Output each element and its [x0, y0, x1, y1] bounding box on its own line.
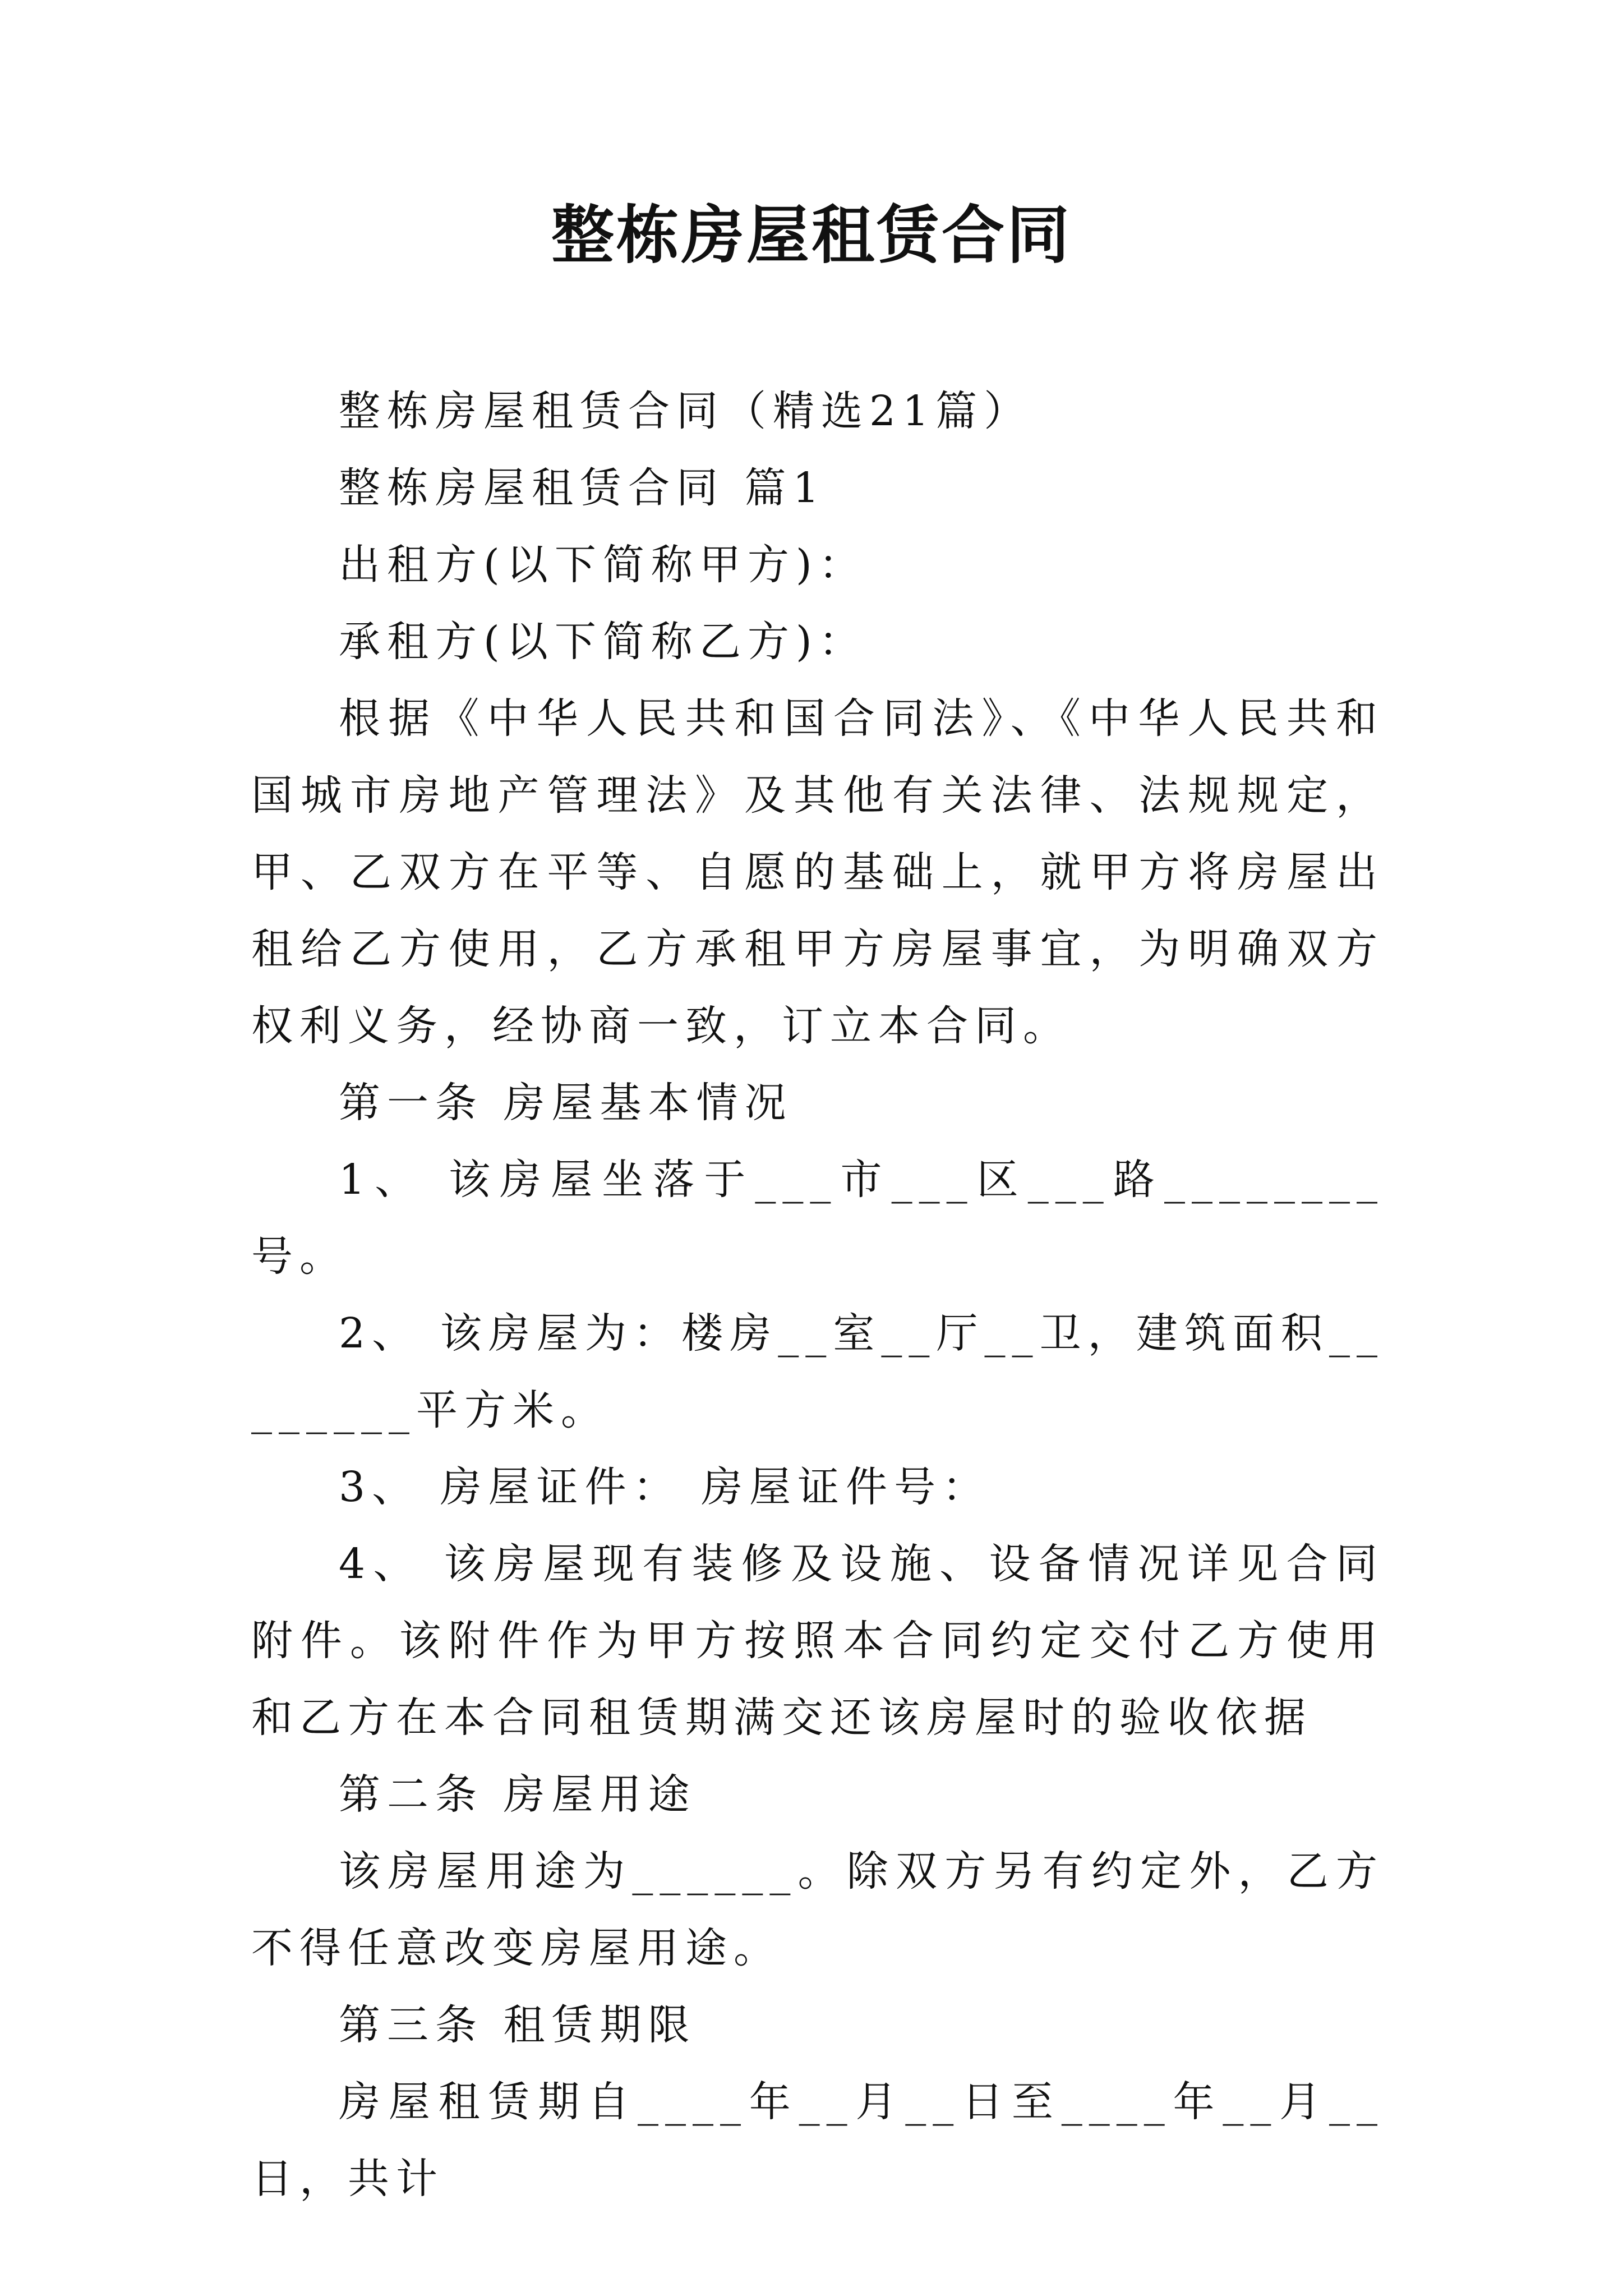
- paragraph-article-1-item-1: 1、 该房屋坐落于___市___区___路________号。: [251, 1156, 1384, 1281]
- paragraph-lessee: 承租方(以下简称乙方)：: [339, 618, 867, 666]
- paragraph-article-2-body: 该房屋用途为______。除双方另有约定外，乙方不得任意改变房屋用途。: [251, 1847, 1384, 1972]
- paragraph-article-1-item-2: 2、 该房屋为：楼房__室__厅__卫，建筑面积________平方米。: [251, 1309, 1384, 1434]
- paragraph-article-2-heading: 第二条 房屋用途: [339, 1770, 697, 1819]
- paragraph-article-1-item-4: 4、 该房屋现有装修及设施、设备情况详见合同附件。该附件作为甲方按照本合同约定交付乙方使用和乙方在本合同租赁期满交还该房屋时的验收依据: [251, 1540, 1384, 1742]
- document-body: [251, 373, 1384, 2217]
- paragraph-article-3-body: 房屋租赁期自____年__月__日至____年__月__日，共计: [251, 2078, 1384, 2203]
- paragraph-preamble: 根据《中华人民共和国合同法》、《中华人民共和国城市房地产管理法》及其他有关法律、法规规定，甲、乙双方在平等、自愿的基础上，就甲方将房屋出租给乙方使用，乙方承租甲方房屋事宜，为明确双方权利义务，经协商一致，订立本合同。: [251, 694, 1384, 1050]
- paragraph-article-1-item-3: 3、 房屋证件： 房屋证件号：: [339, 1463, 991, 1511]
- document-title: 整栋房屋租赁合同: [551, 199, 1072, 272]
- paragraph-article-3-heading: 第三条 租赁期限: [339, 2001, 697, 2049]
- paragraph-lessor: 出租方(以下简称甲方)：: [339, 541, 867, 589]
- paragraph-article-1-heading: 第一条 房屋基本情况: [339, 1079, 793, 1127]
- paragraph-subtitle: 整栋房屋租赁合同（精选21篇）: [339, 387, 1032, 435]
- paragraph-section-heading: 整栋房屋租赁合同 篇1: [339, 464, 826, 512]
